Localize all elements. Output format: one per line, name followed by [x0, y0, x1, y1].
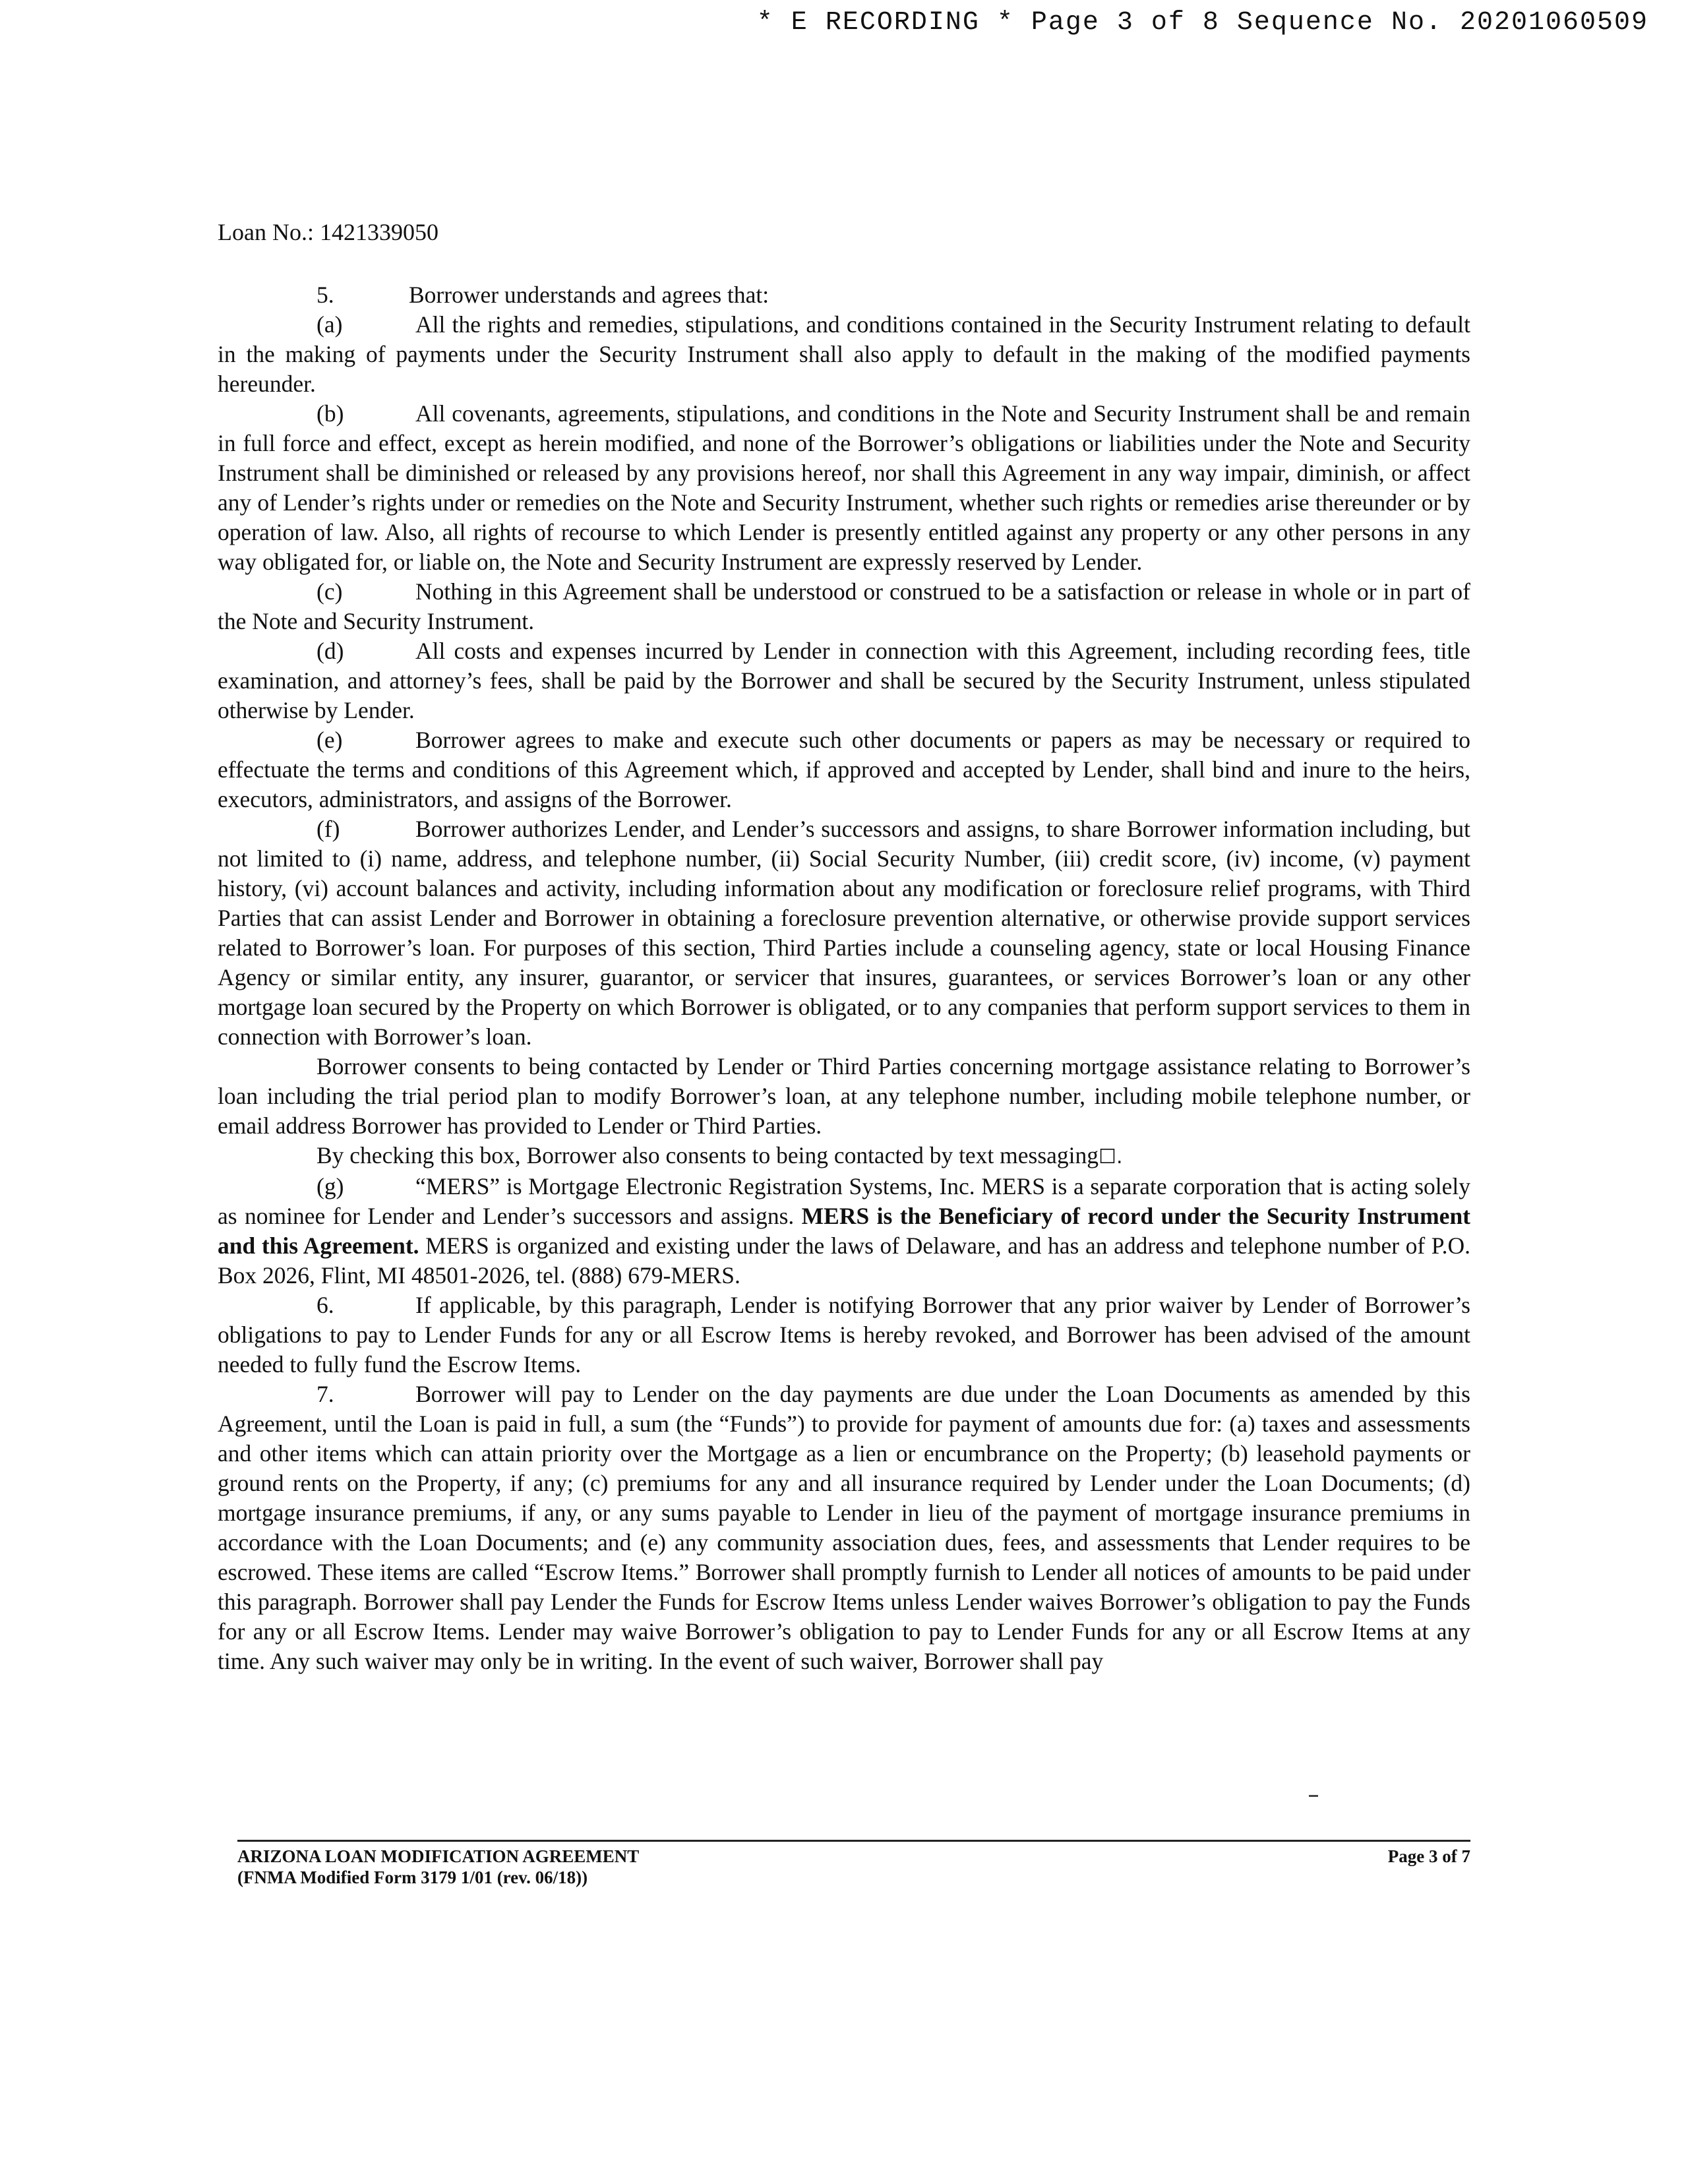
text-messaging-consent-text: By checking this box, Borrower also consents to being contacted by text messaging	[316, 1142, 1099, 1168]
section-5-intro	[218, 280, 1470, 310]
section-7	[218, 1380, 1470, 1676]
clause-d-label: (d)	[316, 638, 344, 664]
clause-a	[218, 310, 1470, 399]
footer-form: (FNMA Modified Form 3179 1/01 (rev. 06/18))	[237, 1867, 588, 1887]
clause-f	[218, 814, 1470, 1052]
clause-c-label: (c)	[316, 578, 343, 605]
clause-g-bold-text: MERS is the Beneficiary of record under the Security Instrument and this Agreement.	[218, 1203, 1471, 1259]
loan-number-label: Loan No.:	[218, 219, 314, 245]
clause-e	[218, 725, 1470, 814]
loan-number-value: 1421339050	[319, 219, 438, 245]
section-5-number: 5.	[316, 282, 334, 308]
stray-mark	[1309, 1795, 1318, 1797]
clause-b-label: (b)	[316, 400, 344, 427]
page-footer	[237, 1840, 1470, 1888]
clause-g-text-2: MERS is organized and existing under the laws of Delaware, and has an address and telephone number of P.O. Box 2026, Flint, MI 48501-2026, tel. (888) 679-MERS.	[218, 1232, 1471, 1289]
clause-e-text: Borrower agrees to make and execute such other documents or papers as may be necessary or required to effectuate the terms and conditions of this Agreement which, if approved and accepted by Lender, shall bind and inure to the heirs, executors, administrators, and assigns of the Borrower.	[218, 727, 1470, 812]
clause-c	[218, 577, 1470, 636]
recording-header: * E RECORDING * Page 3 of 8 Sequence No. 20201060509	[756, 8, 1648, 38]
document-body	[218, 218, 1470, 1676]
section-6-number: 6.	[316, 1292, 334, 1318]
clause-d	[218, 636, 1470, 725]
clause-c-text: Nothing in this Agreement shall be understood or construed to be a satisfaction or release in whole or in part of the Note and Security Instrument.	[218, 578, 1470, 634]
section-6	[218, 1290, 1470, 1380]
clause-g	[218, 1172, 1470, 1290]
section-6-text: If applicable, by this paragraph, Lender is notifying Borrower that any prior waiver by Lender of Borrower’s obligations to pay to Lender Funds for any or all Escrow Items is hereby revoked, and Borrower has been advised of the amount needed to fully fund the Escrow Items.	[218, 1292, 1470, 1378]
consent-paragraph: Borrower consents to being contacted by Lender or Third Parties concerning mortgage assistance relating to Borrower’s loan including the trial period plan to modify Borrower’s loan, at any telephone number, including mobile telephone number, or email address Borrower has provided to Lender or Third Parties.	[218, 1053, 1470, 1139]
section-7-text: Borrower will pay to Lender on the day payments are due under the Loan Documents as amended by this Agreement, until the Loan is paid in full, a sum (the “Funds”) to provide for payment of amounts due for: (a) taxes and assessments and other items which can attain priority over the Mortgage as a lien or encumbrance on the Property; (b) leasehold payments or ground rents on the Property, if any; (c) premiums for any and all insurance required by Lender under the Loan Documents; (d) mortgage insurance premiums, if any, or any sums payable to Lender in lieu of the payment of mortgage insurance premiums in accordance with the Loan Documents; and (e) any community association dues, fees, and assessments that Lender requires to be escrowed. These items are called “Escrow Items.” Borrower shall promptly furnish to Lender all notices of amounts to be paid under this paragraph. Borrower shall pay Lender the Funds for Escrow Items unless Lender waives Borrower’s obligation to pay the Funds for any or all Escrow Items. Lender may waive Borrower’s obligation to pay to Lender Funds for any or all Escrow Items at any time. Any such waiver may only be in writing. In the event of such waiver, Borrower shall pay	[218, 1381, 1470, 1674]
clause-f-label: (f)	[316, 816, 340, 842]
footer-title: ARIZONA LOAN MODIFICATION AGREEMENT	[237, 1846, 640, 1866]
clause-a-text: All the rights and remedies, stipulations, and conditions contained in the Security Instrument relating to default in the making of payments under the Security Instrument shall also apply to default in the making of the modified payments hereunder.	[218, 311, 1470, 397]
loan-number-line	[218, 218, 1470, 247]
clause-b	[218, 399, 1470, 577]
clause-d-text: All costs and expenses incurred by Lender in connection with this Agreement, including recording fees, title examination, and attorney’s fees, shall be paid by the Borrower and shall be secured by the Security Instrument, unless stipulated otherwise by Lender.	[218, 638, 1470, 723]
clause-a-label: (a)	[316, 311, 343, 338]
clause-b-text: All covenants, agreements, stipulations, and conditions in the Note and Security Instrument shall be and remain in full force and effect, except as herein modified, and none of the Borrower’s obligations or liabilities under the Note and Security Instrument shall be diminished or released by any provisions hereof, nor shall this Agreement in any way impair, diminish, or affect any of Lender’s rights under or remedies on the Note and Security Instrument, whether such rights or remedies arise thereunder or by operation of law. Also, all rights of recourse to which Lender is presently entitled against any property or any other persons in any way obligated for, or liable on, the Note and Security Instrument are expressly reserved by Lender.	[218, 400, 1470, 575]
footer-left	[237, 1846, 639, 1888]
footer-page-number: Page 3 of 7	[1387, 1846, 1470, 1866]
clause-f-text: Borrower authorizes Lender, and Lender’s successors and assigns, to share Borrower information including, but not limited to (i) name, address, and telephone number, (ii) Social Security Number, (iii) credit score, (iv) income, (v) payment history, (vi) account balances and activity, including information about any modification or foreclosure relief programs, with Third Parties that can assist Lender and Borrower in obtaining a foreclosure prevention alternative, or otherwise provide support services related to Borrower’s loan. For purposes of this section, Third Parties include a counseling agency, state or local Housing Finance Agency or similar entity, any insurer, guarantor, or servicer that insures, guarantees, or services Borrower’s loan or any other mortgage loan secured by the Property on which Borrower is obligated, or to any companies that perform support services to them in connection with Borrower’s loan.	[218, 816, 1470, 1050]
text-messaging-consent	[218, 1141, 1470, 1172]
clause-g-text-1: “MERS” is Mortgage Electronic Registration Systems, Inc. MERS is a separate corporation that is acting solely as nominee for Lender and Lender’s successors and assigns.	[218, 1173, 1470, 1229]
clause-g-label: (g)	[316, 1173, 344, 1199]
consent-checkbox[interactable]: ☐.	[1099, 1145, 1123, 1168]
clause-e-label: (e)	[316, 727, 343, 753]
section-5-intro-text: Borrower understands and agrees that:	[409, 282, 769, 308]
section-7-number: 7.	[316, 1381, 334, 1407]
